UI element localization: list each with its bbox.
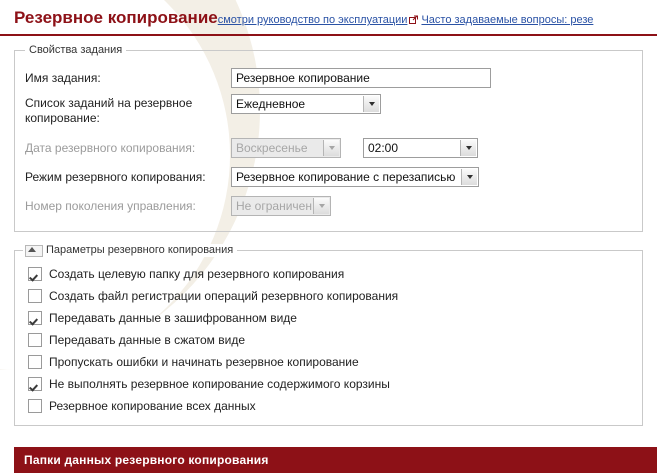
page-title: Резервное копирование <box>14 8 218 27</box>
page-header <box>0 0 657 34</box>
backup-mode-label: Режим резервного копирования: <box>25 170 206 184</box>
triangle-up-icon <box>28 247 36 252</box>
checkbox-label-0: Создать целевую папку для резервного копирования <box>49 266 345 281</box>
generation-number-value: Не ограничен <box>236 199 312 213</box>
checkbox-create-log-file[interactable] <box>28 289 42 303</box>
job-properties-legend: Свойства задания <box>25 44 126 56</box>
checkbox-row-4 <box>25 351 632 372</box>
schedule-list-label: Список заданий на резервное копирование: <box>25 96 193 125</box>
checkbox-skip-recycle-bin[interactable] <box>28 377 42 391</box>
checkbox-label-2: Передавать данные в зашифрованном виде <box>49 310 297 325</box>
backup-mode-value: Резервное копирование с перезаписью <box>236 170 456 184</box>
checkbox-label-4: Пропускать ошибки и начинать резервное копирование <box>49 354 359 369</box>
generation-number-select[interactable] <box>231 196 331 216</box>
faq-link[interactable]: Часто задаваемые вопросы: резе <box>421 14 594 26</box>
row-generation-number <box>25 193 632 219</box>
row-backup-date <box>25 135 632 161</box>
schedule-list-select[interactable] <box>231 94 381 114</box>
checkbox-skip-errors[interactable] <box>28 355 42 369</box>
checkbox-row-3 <box>25 329 632 350</box>
checkbox-row-2 <box>25 307 632 328</box>
title-divider <box>0 34 657 36</box>
chevron-down-icon <box>323 140 339 156</box>
row-job-name <box>25 65 632 91</box>
row-backup-mode <box>25 164 632 190</box>
chevron-down-icon <box>460 140 476 156</box>
chevron-down-icon <box>313 198 329 214</box>
backup-time-select[interactable] <box>363 138 478 158</box>
backup-time-value: 02:00 <box>368 141 399 155</box>
collapse-toggle[interactable] <box>25 245 43 257</box>
checkbox-row-0 <box>25 263 632 284</box>
manual-link[interactable]: смотри руководство по эксплуатации <box>217 14 408 26</box>
checkbox-label-6: Резервное копирование всех данных <box>49 398 256 413</box>
backup-data-folders-bar[interactable] <box>14 447 657 473</box>
checkbox-label-1: Создать файл регистрации операций резервного копирования <box>49 288 399 303</box>
backup-date-label: Дата резервного копирования: <box>25 141 196 155</box>
checkbox-row-1 <box>25 285 632 306</box>
checkbox-label-5: Не выполнять резервное копирование содержимого корзины <box>49 376 390 391</box>
backup-data-folders-title: Папки данных резервного копирования <box>24 453 269 467</box>
backup-mode-select[interactable] <box>231 167 479 187</box>
checkbox-compress-transfer[interactable] <box>28 333 42 347</box>
chevron-down-icon <box>461 169 477 185</box>
checkbox-backup-all-data[interactable] <box>28 399 42 413</box>
job-name-label: Имя задания: <box>25 71 101 85</box>
row-schedule-list <box>25 94 632 132</box>
checkbox-row-5 <box>25 373 632 394</box>
chevron-down-icon <box>363 96 379 112</box>
backup-date-value: Воскресенье <box>236 141 308 155</box>
backup-parameters-legend <box>23 244 237 257</box>
checkbox-create-target-folder[interactable] <box>28 267 42 281</box>
job-properties-section <box>14 44 643 232</box>
job-name-input[interactable] <box>231 68 491 88</box>
checkbox-label-3: Передавать данные в сжатом виде <box>49 332 246 347</box>
backup-parameters-legend-text: Параметры резервного копирования <box>46 244 234 256</box>
checkbox-encrypt-transfer[interactable] <box>28 311 42 325</box>
external-link-icon <box>409 15 418 24</box>
schedule-list-value: Ежедневное <box>236 97 306 111</box>
header-links <box>218 14 594 26</box>
generation-number-label: Номер поколения управления: <box>25 199 196 213</box>
backup-date-select[interactable] <box>231 138 341 158</box>
checkbox-row-6 <box>25 395 632 416</box>
backup-parameters-section <box>14 244 643 426</box>
